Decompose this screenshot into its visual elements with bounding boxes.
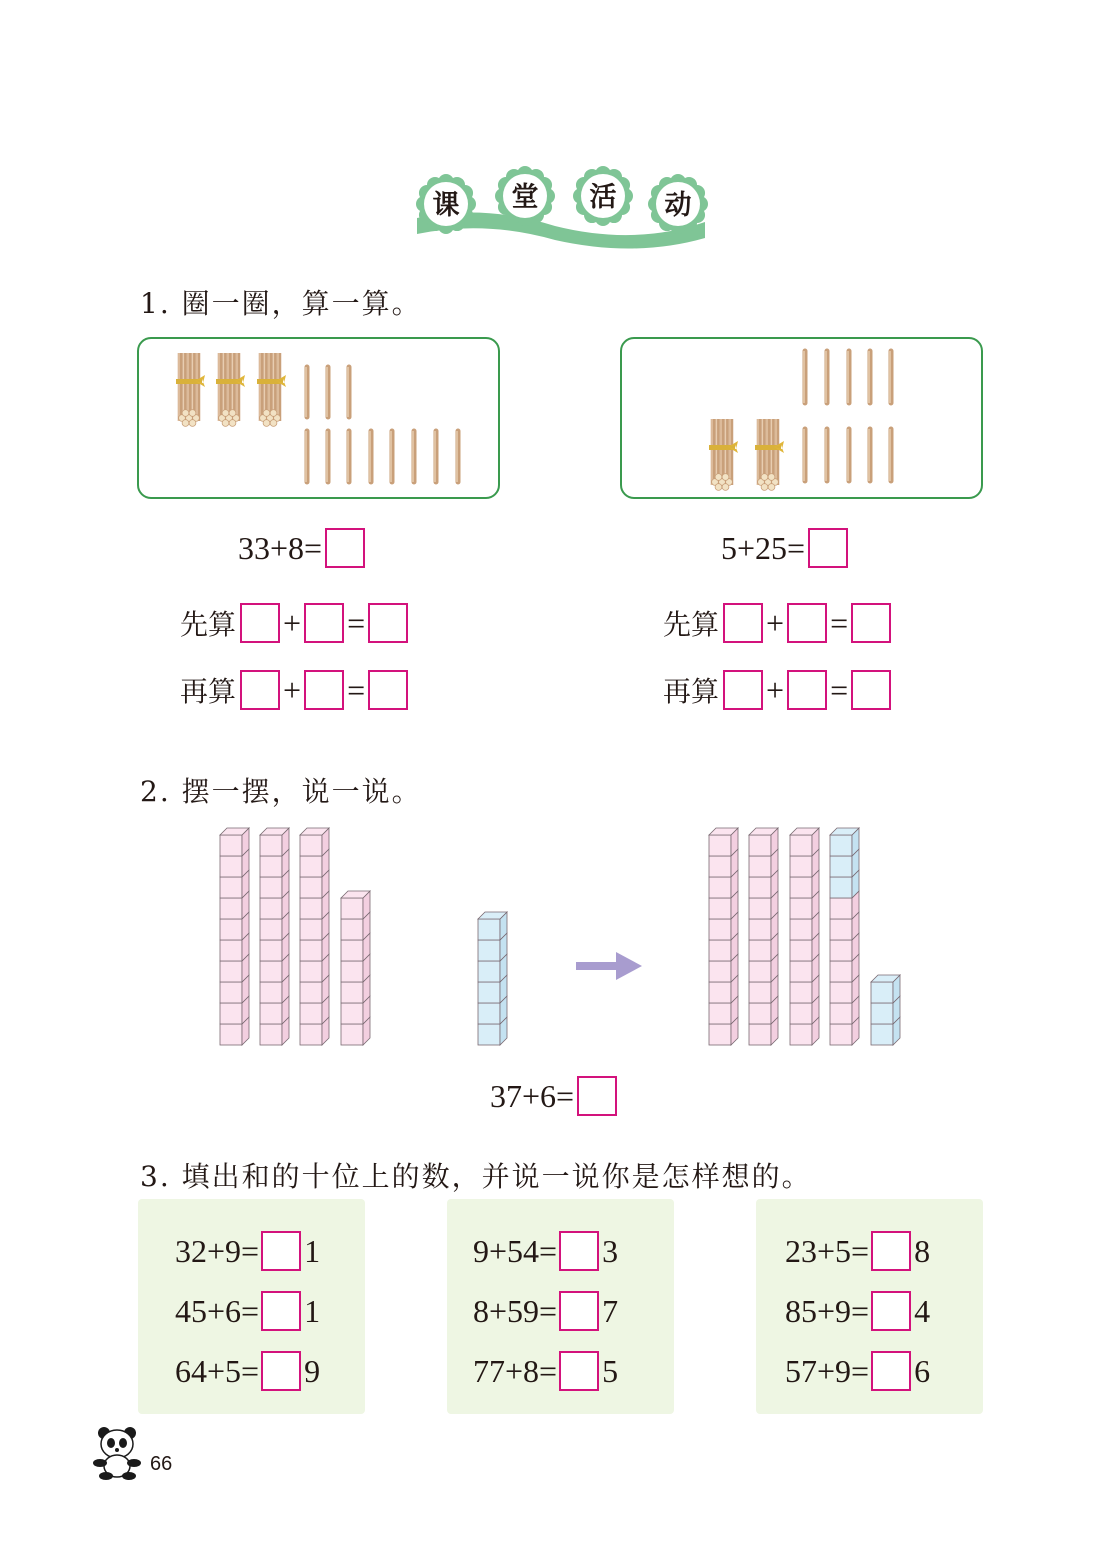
expr-text: 23+5= [785, 1232, 870, 1269]
stick-bundle [257, 353, 286, 426]
single-stick [826, 429, 827, 481]
answer-box[interactable] [723, 603, 763, 643]
expr-text: 85+9= [785, 1292, 870, 1329]
step1-label: 先算 [180, 608, 237, 641]
cube-column [300, 828, 329, 1045]
step2-label: 再算 [663, 675, 720, 708]
single-stick [306, 431, 307, 482]
single-stick [890, 429, 891, 481]
single-stick [869, 351, 870, 403]
single-stick [848, 429, 849, 481]
arrow-icon [576, 952, 642, 980]
q3-panel-3 [756, 1199, 983, 1414]
cube-column [749, 828, 778, 1045]
answer-box[interactable] [851, 603, 891, 643]
answer-box[interactable] [304, 603, 344, 643]
ones-digit: 1 [304, 1292, 321, 1329]
banner-char: 堂 [511, 182, 539, 213]
answer-box[interactable] [787, 670, 827, 710]
question-1-title: 1. 圈一圈，算一算。 [140, 287, 422, 320]
ones-digit: 5 [602, 1352, 619, 1389]
q1-right-step2 [663, 670, 891, 710]
q3-row [473, 1341, 674, 1401]
q2-expr-text: 37+6= [490, 1077, 575, 1114]
single-stick [457, 431, 458, 482]
sticks-illustration-right [622, 339, 981, 497]
q1-left-step2 [180, 670, 408, 710]
unit-cube [220, 828, 249, 856]
expr-text: 9+54= [473, 1232, 558, 1269]
tens-answer-box[interactable] [261, 1231, 301, 1271]
ones-digit: 6 [914, 1352, 931, 1389]
answer-box[interactable] [851, 670, 891, 710]
cube-column [260, 828, 289, 1045]
stick-bundle [709, 419, 738, 490]
single-stick [327, 367, 328, 417]
q3-row [175, 1221, 365, 1281]
answer-box[interactable] [304, 670, 344, 710]
sticks-frame-right [620, 337, 983, 499]
ones-digit: 7 [602, 1292, 619, 1329]
q1-left-step1 [180, 603, 408, 643]
q3-row [175, 1341, 365, 1401]
tens-answer-box[interactable] [261, 1291, 301, 1331]
single-stick [348, 367, 349, 417]
sticks-frame-left [137, 337, 500, 499]
q3-row [473, 1221, 674, 1281]
answer-box[interactable] [787, 603, 827, 643]
stick-bundle [216, 353, 245, 426]
answer-box[interactable] [723, 670, 763, 710]
plus-sign: + [766, 671, 785, 708]
banner-char: 动 [664, 190, 692, 221]
page-number: 66 [150, 1453, 173, 1475]
unit-cube [300, 828, 329, 856]
unit-cube [871, 975, 900, 1003]
single-stick [327, 431, 328, 482]
tens-answer-box[interactable] [871, 1231, 911, 1271]
unit-cube [478, 912, 507, 940]
q1-left-expression [238, 528, 365, 568]
single-stick [890, 351, 891, 403]
cube-column [790, 828, 819, 1045]
step1-label: 先算 [663, 608, 720, 641]
ones-digit: 4 [914, 1292, 931, 1329]
single-stick [804, 351, 805, 403]
q1-left-answer-box[interactable] [325, 528, 365, 568]
cube-column [830, 828, 859, 1045]
banner-char: 课 [432, 190, 460, 221]
single-stick [826, 351, 827, 403]
equals-sign: = [830, 671, 849, 708]
place-value-blocks [200, 820, 940, 1060]
q3-panel-2 [447, 1199, 674, 1414]
banner-badge [493, 164, 557, 228]
expr-text: 45+6= [175, 1292, 260, 1329]
tens-answer-box[interactable] [559, 1351, 599, 1391]
unit-cube [341, 891, 370, 919]
step2-label: 再算 [180, 675, 237, 708]
expr-text: 32+9= [175, 1232, 260, 1269]
q1-right-answer-box[interactable] [808, 528, 848, 568]
equals-sign: = [830, 604, 849, 641]
cube-column [220, 828, 249, 1045]
q1-right-expr-text: 5+25= [721, 529, 806, 566]
tens-answer-box[interactable] [261, 1351, 301, 1391]
unit-cube [749, 828, 778, 856]
expr-text: 8+59= [473, 1292, 558, 1329]
single-stick [413, 431, 414, 482]
unit-cube [709, 828, 738, 856]
single-stick [348, 431, 349, 482]
banner-badge [646, 172, 710, 236]
q3-row [785, 1341, 983, 1401]
q2-expression [490, 1076, 617, 1116]
tens-answer-box[interactable] [871, 1351, 911, 1391]
tens-answer-box[interactable] [559, 1291, 599, 1331]
cube-column [341, 891, 370, 1045]
q1-right-step1 [663, 603, 891, 643]
q2-answer-box[interactable] [577, 1076, 617, 1116]
panda-icon [92, 1425, 144, 1481]
plus-sign: + [283, 671, 302, 708]
single-stick [848, 351, 849, 403]
cube-column [478, 912, 507, 1045]
q3-row [473, 1281, 674, 1341]
ones-digit: 3 [602, 1232, 619, 1269]
answer-box[interactable] [368, 603, 408, 643]
ones-digit: 8 [914, 1232, 931, 1269]
banner-badge [571, 164, 635, 228]
cube-column [871, 975, 900, 1045]
ones-digit: 1 [304, 1232, 321, 1269]
single-stick [306, 367, 307, 417]
expr-text: 57+9= [785, 1352, 870, 1389]
sticks-illustration-left [139, 339, 498, 497]
stick-bundle [755, 419, 784, 490]
q1-left-expr-text: 33+8= [238, 529, 323, 566]
answer-box[interactable] [240, 603, 280, 643]
unit-cube [260, 828, 289, 856]
plus-sign: + [283, 604, 302, 641]
single-stick [804, 429, 805, 481]
ones-digit: 9 [304, 1352, 321, 1389]
banner-badge [414, 172, 478, 236]
unit-cube [830, 828, 859, 856]
q3-row [785, 1281, 983, 1341]
q3-panel-1 [138, 1199, 365, 1414]
single-stick [391, 431, 392, 482]
unit-cube [790, 828, 819, 856]
answer-box[interactable] [368, 670, 408, 710]
q3-row [175, 1281, 365, 1341]
q3-row [785, 1221, 983, 1281]
question-3-title: 3. 填出和的十位上的数，并说一说你是怎样想的。 [140, 1160, 812, 1193]
q1-right-expression [721, 528, 848, 568]
tens-answer-box[interactable] [559, 1231, 599, 1271]
cube-column [709, 828, 738, 1045]
answer-box[interactable] [240, 670, 280, 710]
expr-text: 64+5= [175, 1352, 260, 1389]
question-2-title: 2. 摆一摆，说一说。 [140, 775, 422, 808]
single-stick [370, 431, 371, 482]
single-stick [435, 431, 436, 482]
stick-bundle [176, 353, 205, 426]
expr-text: 77+8= [473, 1352, 558, 1389]
equals-sign: = [347, 671, 366, 708]
equals-sign: = [347, 604, 366, 641]
plus-sign: + [766, 604, 785, 641]
tens-answer-box[interactable] [871, 1291, 911, 1331]
banner-char: 活 [589, 182, 617, 213]
single-stick [869, 429, 870, 481]
